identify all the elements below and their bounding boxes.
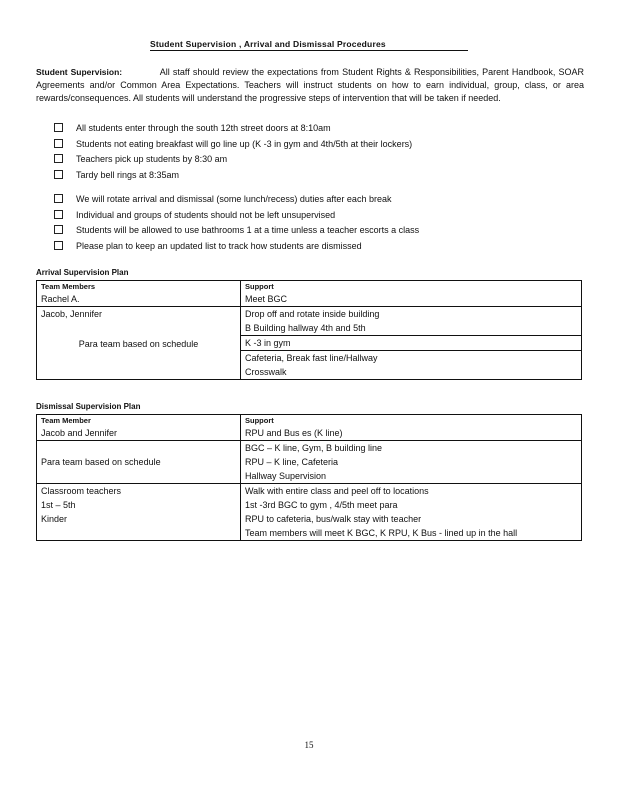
list-item: All students enter through the south 12th street doors at 8:10am <box>54 121 574 137</box>
intro-paragraph <box>36 66 584 105</box>
table-cell <box>37 307 241 380</box>
checkbox-bullet-icon <box>54 241 63 250</box>
table-row <box>37 307 582 336</box>
dismissal-plan-heading: Dismissal Supervision Plan <box>36 402 141 411</box>
table-cell <box>241 441 582 484</box>
table-cell <box>241 281 582 307</box>
arrival-plan-table <box>36 280 582 380</box>
team-member: Jacob, Jennifer <box>41 309 103 319</box>
page-title: Student Supervision , Arrival and Dismissal Procedures <box>150 39 386 49</box>
arrival-plan-heading: Arrival Supervision Plan <box>36 268 129 277</box>
column-header-team: Team Members <box>41 282 96 291</box>
team-member: Kinder <box>41 514 68 524</box>
support-item: 1st -3rd BGC to gym , 4/5th meet para <box>245 500 398 510</box>
intro-lead: Student Supervision: <box>36 67 123 77</box>
table-cell <box>241 307 582 336</box>
support-item: Cafeteria, Break fast line/Hallway <box>245 353 378 363</box>
support-item: B Building hallway 4th and 5th <box>245 323 366 333</box>
table-cell <box>37 281 241 307</box>
table-cell <box>241 415 582 441</box>
table-cell <box>241 336 582 380</box>
arrival-procedure-list <box>54 121 574 183</box>
general-procedure-list <box>54 192 574 254</box>
support-item: BGC – K line, Gym, B building line <box>245 443 383 453</box>
intro-text: All staff should review the expectations from Student Rights & Responsibilities, Parent Handbook, SOAR Agreements and/or Common Area Expectations. Teachers will instruct students on how to earn individual, group, class, or area rewards/consequences. All students will understand the progressive steps of intervention that will be taken if needed. <box>36 67 584 103</box>
column-header-support: Support <box>245 416 274 425</box>
team-member: Para team based on schedule <box>78 339 199 349</box>
support-item: Drop off and rotate inside building <box>245 309 380 319</box>
list-item: Please plan to keep an updated list to track how students are dismissed <box>54 239 574 255</box>
table-row <box>37 281 582 307</box>
support-item: Crosswalk <box>245 367 287 377</box>
table-row <box>37 484 582 541</box>
team-member: 1st – 5th <box>41 500 76 510</box>
table-cell <box>37 484 241 541</box>
support-item: Team members will meet K BGC, K RPU, K Bus - lined up in the hall <box>245 528 518 538</box>
checkbox-bullet-icon <box>54 225 63 234</box>
support-item: Walk with entire class and peel off to locations <box>245 486 429 496</box>
checkbox-bullet-icon <box>54 194 63 203</box>
support-item: RPU to cafeteria, bus/walk stay with teacher <box>245 514 422 524</box>
checkbox-bullet-icon <box>54 123 63 132</box>
list-item: Tardy bell rings at 8:35am <box>54 168 574 184</box>
list-item: We will rotate arrival and dismissal (some lunch/recess) duties after each break <box>54 192 574 208</box>
support-item: Hallway Supervision <box>245 471 327 481</box>
list-item: Individual and groups of students should not be left unsupervised <box>54 208 574 224</box>
table-row <box>37 415 582 441</box>
checkbox-bullet-icon <box>54 210 63 219</box>
column-header-team: Team Member <box>41 416 91 425</box>
team-member: Para team based on schedule <box>41 457 161 467</box>
team-member: Rachel A. <box>41 294 80 304</box>
table-cell <box>37 441 241 484</box>
support-item: RPU and Bus es (K line) <box>245 428 343 438</box>
support-item: Meet BGC <box>245 294 288 304</box>
dismissal-plan-table <box>36 414 582 541</box>
list-item: Teachers pick up students by 8:30 am <box>54 152 574 168</box>
support-item: RPU – K line, Cafeteria <box>245 457 339 467</box>
support-item: K -3 in gym <box>245 338 291 348</box>
table-row <box>37 441 582 484</box>
checkbox-bullet-icon <box>54 139 63 148</box>
table-cell <box>241 484 582 541</box>
column-header-support: Support <box>245 282 274 291</box>
page-number: 15 <box>304 740 314 750</box>
list-item: Students will be allowed to use bathrooms 1 at a time unless a teacher escorts a class <box>54 223 574 239</box>
list-item: Students not eating breakfast will go line up (K -3 in gym and 4th/5th at their lockers) <box>54 137 574 153</box>
team-member: Jacob and Jennifer <box>41 428 118 438</box>
team-member: Classroom teachers <box>41 486 122 496</box>
checkbox-bullet-icon <box>54 170 63 179</box>
title-underline <box>150 50 468 51</box>
checkbox-bullet-icon <box>54 154 63 163</box>
table-cell <box>37 415 241 441</box>
